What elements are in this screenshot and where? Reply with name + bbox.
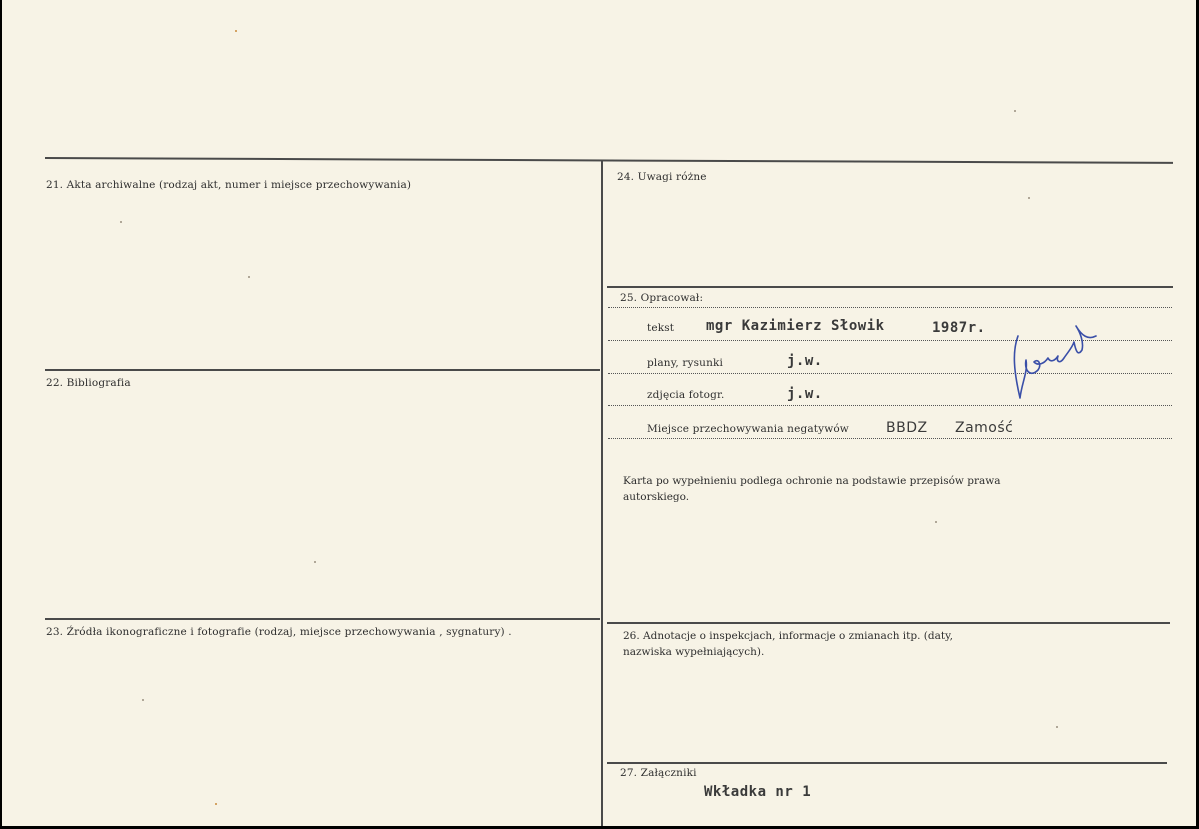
paper-speck [935, 521, 937, 523]
miejsce-label: Miejsce przechowywania negatywów [647, 423, 849, 435]
miejsce-dotted-line [608, 438, 1172, 439]
rule-before-27 [607, 762, 1167, 764]
paper-speck [1056, 726, 1058, 728]
tekst-year: 1987r. [932, 320, 986, 336]
miejsce-value-bbdz: BBDZ [886, 420, 928, 436]
plany-value: j.w. [787, 353, 823, 369]
section-27-label: 27. Załączniki [620, 767, 697, 779]
zdjecia-label: zdjęcia fotogr. [647, 389, 725, 401]
section-27-value: Wkładka nr 1 [704, 784, 812, 800]
section-26-label: 26. Adnotacje o inspekcjach, informacje o zmianach itp. (daty, nazwiska wypełniających). [623, 630, 953, 658]
handwritten-signature [1004, 312, 1104, 407]
tekst-label: tekst [647, 322, 675, 334]
plany-label: plany, rysunki [647, 357, 723, 369]
copyright-note: Karta po wypełnieniu podlega ochronie na podstawie przepisów prawa autorskiego. [623, 475, 1001, 503]
top-rule [45, 157, 1173, 164]
rule-before-25 [607, 286, 1173, 288]
paper-speck [1014, 110, 1016, 112]
section-22-label: 22. Bibliografia [46, 377, 131, 389]
section-25-dotted-line [608, 307, 1172, 308]
rule-before-23 [45, 618, 600, 620]
tekst-value: mgr Kazimierz Słowik [706, 318, 885, 334]
paper-speck [235, 30, 237, 32]
zdjecia-value: j.w. [787, 386, 823, 402]
rule-before-22 [45, 369, 600, 371]
section-21-label: 21. Akta archiwalne (rodzaj akt, numer i miejsce przechowywania) [46, 179, 412, 191]
section-23-label: 23. Źródła ikonograficzne i fotografie (rodzaj, miejsce przechowywania , sygnatury) . [46, 626, 512, 638]
center-divider [601, 160, 603, 826]
record-card [2, 0, 1196, 826]
paper-speck [314, 561, 316, 563]
section-24-label: 24. Uwagi różne [617, 171, 707, 183]
section-25-label: 25. Opracował: [620, 292, 704, 304]
paper-speck [215, 803, 217, 805]
paper-speck [248, 276, 250, 278]
rule-before-26 [607, 622, 1170, 624]
paper-speck [120, 221, 122, 223]
paper-speck [1028, 197, 1030, 199]
miejsce-value-zamosc: Zamość [955, 420, 1014, 436]
paper-speck [142, 699, 144, 701]
